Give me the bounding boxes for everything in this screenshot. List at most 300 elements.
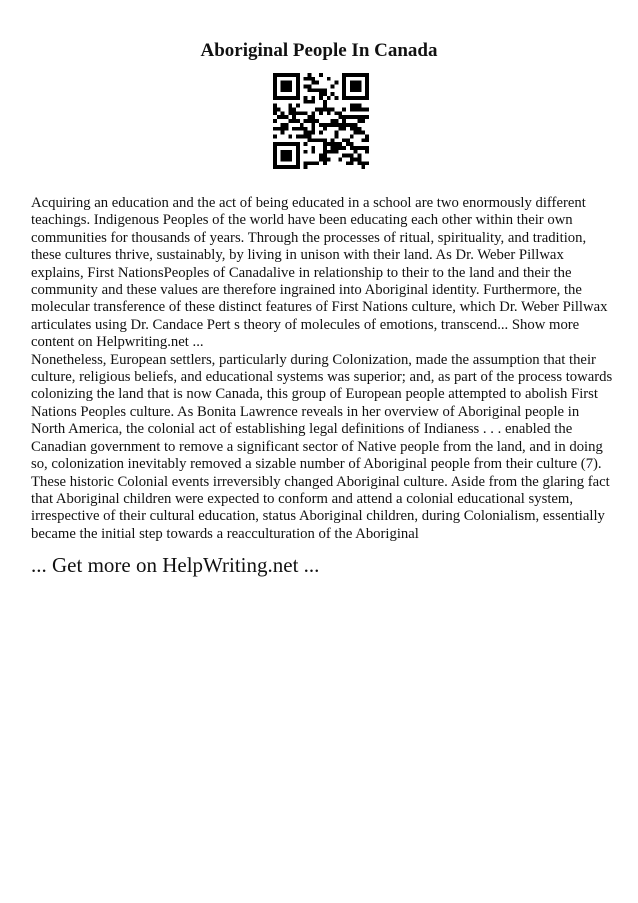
qr-module [354, 115, 358, 119]
qr-module [323, 123, 327, 127]
qr-module [315, 161, 319, 165]
qr-module [273, 92, 277, 96]
qr-module [277, 96, 281, 100]
qr-module [323, 104, 327, 108]
qr-module [300, 134, 304, 138]
qr-module [346, 123, 350, 127]
qr-module [300, 111, 304, 115]
qr-module [354, 88, 358, 92]
qr-module [296, 119, 300, 123]
qr-module [319, 154, 323, 158]
qr-module [304, 127, 308, 131]
qr-module [319, 131, 323, 135]
qr-module [281, 131, 285, 135]
qr-module [354, 81, 358, 85]
qr-module [288, 154, 292, 158]
qr-module [354, 131, 358, 135]
qr-module [281, 157, 285, 161]
qr-module [346, 96, 350, 100]
qr-module [323, 150, 327, 154]
qr-module [338, 111, 342, 115]
qr-module [311, 123, 315, 127]
qr-module [296, 73, 300, 77]
qr-module [323, 161, 327, 165]
qr-module [331, 119, 335, 123]
qr-module [350, 134, 354, 138]
qr-module [319, 138, 323, 142]
qr-module [288, 165, 292, 169]
qr-module [285, 142, 289, 146]
qr-module [285, 115, 289, 119]
qr-module [338, 127, 342, 131]
qr-module [281, 73, 285, 77]
qr-module [315, 81, 319, 85]
qr-module [296, 111, 300, 115]
qr-module [334, 123, 338, 127]
qr-module [350, 157, 354, 161]
qr-module [288, 111, 292, 115]
qr-module [281, 111, 285, 115]
qr-module [311, 119, 315, 123]
qr-module [365, 85, 369, 89]
qr-module [300, 123, 304, 127]
qr-module [357, 88, 361, 92]
qr-module [281, 154, 285, 158]
qr-module [311, 81, 315, 85]
qr-module [288, 88, 292, 92]
qr-module [354, 85, 358, 89]
qr-module [342, 77, 346, 81]
qr-module [288, 73, 292, 77]
qr-module [323, 138, 327, 142]
qr-module [296, 96, 300, 100]
qr-module [357, 81, 361, 85]
qr-module [361, 96, 365, 100]
qr-module [350, 85, 354, 89]
qr-module [342, 127, 346, 131]
qr-module [327, 111, 331, 115]
qr-module [304, 96, 308, 100]
paragraph-1: Acquiring an education and the act of being educated in a school are two enormously different teachings. Indigenous Peoples of the world have been educating each other within their own communities for thousands of years. Through the processes of ritual, spirituality, and tradition, these cultures thrive, sustainably, by living in unison with their land. As Dr. Weber Pillwax explains, First NationsPeoples of Canadalive in relationship to their to the land and their the community and these values are therefore ingrained into Aboriginal identity. Furthermore, the molecular transference of these distinct features of First Nations culture, which Dr. Weber Pillwax articulates using Dr. Candace Pert s theory of molecules of emotions, transcend... Show more content on Helpwriting.net ... [31, 195, 608, 351]
qr-module [288, 157, 292, 161]
qr-module [334, 134, 338, 138]
qr-module [319, 88, 323, 92]
qr-module [281, 96, 285, 100]
qr-module [292, 142, 296, 146]
qr-module [331, 108, 335, 112]
qr-module [365, 73, 369, 77]
qr-module [273, 104, 277, 108]
qr-module [304, 161, 308, 165]
qr-module [281, 88, 285, 92]
qr-module [281, 123, 285, 127]
qr-module [319, 111, 323, 115]
qr-module [357, 146, 361, 150]
qr-module [361, 73, 365, 77]
qr-module [296, 146, 300, 150]
qr-module [350, 161, 354, 165]
qr-module [350, 73, 354, 77]
qr-module [277, 73, 281, 77]
qr-module [311, 138, 315, 142]
qr-module [357, 104, 361, 108]
qr-module [273, 146, 277, 150]
qr-module [354, 150, 358, 154]
qr-module [357, 161, 361, 165]
qr-module [323, 142, 327, 146]
qr-module [354, 127, 358, 131]
qr-module [323, 146, 327, 150]
qr-module [342, 146, 346, 150]
qr-module [350, 146, 354, 150]
qr-module [338, 115, 342, 119]
qr-module [342, 119, 346, 123]
qr-module [308, 77, 312, 81]
qr-module [292, 127, 296, 131]
qr-module [350, 154, 354, 158]
qr-module [273, 111, 277, 115]
qr-module [323, 100, 327, 104]
qr-module [357, 85, 361, 89]
qr-module [365, 81, 369, 85]
qr-module [346, 73, 350, 77]
qr-module [288, 85, 292, 89]
qr-module [285, 96, 289, 100]
qr-module [365, 134, 369, 138]
qr-module [296, 142, 300, 146]
qr-module [334, 142, 338, 146]
qr-module [281, 165, 285, 169]
qr-module [304, 111, 308, 115]
qr-module [304, 150, 308, 154]
qr-module [281, 115, 285, 119]
qr-module [281, 127, 285, 131]
qr-module [288, 142, 292, 146]
qr-module [365, 150, 369, 154]
qr-module [346, 142, 350, 146]
qr-module [292, 108, 296, 112]
qr-module [296, 81, 300, 85]
qr-module [315, 119, 319, 123]
qr-module [350, 88, 354, 92]
qr-module [311, 88, 315, 92]
qr-module [357, 157, 361, 161]
qr-module [273, 81, 277, 85]
document-body [31, 195, 613, 543]
qr-module [327, 123, 331, 127]
qr-module [277, 165, 281, 169]
paragraph-2: Nonetheless, European settlers, particularly during Colonization, made the assumption that their culture, religious beliefs, and educational systems was superior; and, as part of the process towards colonizing the land that is now Canada, this group of European people attempted to abolish First Nations Peoples culture. As Bonita Lawrence reveals in her overview of Aboriginal people in North America, the colonial act of establishing legal definitions of Indianess . . . enabled the Canadian government to remove a significant sector of Native people from the land, and in doing so, colonization inevitably removed a sizable number of Aboriginal people from their culture (7). These historic Colonial events irreversibly changed Aboriginal culture. Aside from the glaring fact that Aboriginal children were expected to conform and attend a colonial educational system, irrespective of their cultural education, status Aboriginal children, during Colonialism, essentially became the initial step towards a reacculturation of the Aboriginal [31, 351, 613, 542]
qr-module [273, 73, 277, 77]
qr-module [315, 138, 319, 142]
qr-module [365, 92, 369, 96]
qr-module [304, 100, 308, 104]
qr-module [338, 157, 342, 161]
qr-module [361, 119, 365, 123]
qr-module [281, 150, 285, 154]
qr-module [285, 157, 289, 161]
qr-module [273, 142, 277, 146]
qr-module [288, 150, 292, 154]
qr-module [308, 73, 312, 77]
qr-module [361, 115, 365, 119]
qr-module [296, 77, 300, 81]
qr-module [365, 138, 369, 142]
qr-module [342, 85, 346, 89]
qr-module [311, 96, 315, 100]
qr-module [281, 85, 285, 89]
qr-module [296, 165, 300, 169]
qr-module [323, 127, 327, 131]
qr-module [296, 150, 300, 154]
qr-module [304, 165, 308, 169]
qr-module [288, 134, 292, 138]
qr-module [273, 134, 277, 138]
qr-module [357, 119, 361, 123]
qr-module [354, 146, 358, 150]
qr-module [323, 92, 327, 96]
qr-module [296, 134, 300, 138]
qr-module [357, 96, 361, 100]
qr-module [292, 165, 296, 169]
qr-module [304, 77, 308, 81]
qr-module [308, 119, 312, 123]
qr-module [323, 108, 327, 112]
qr-module [361, 146, 365, 150]
qr-module [350, 81, 354, 85]
qr-module [327, 77, 331, 81]
qr-module [327, 142, 331, 146]
qr-module [334, 111, 338, 115]
qr-module [296, 157, 300, 161]
qr-module [285, 165, 289, 169]
qr-module [311, 146, 315, 150]
qr-module [346, 154, 350, 158]
qr-module [308, 131, 312, 135]
qr-module [277, 127, 281, 131]
qr-module [273, 165, 277, 169]
qr-module [338, 146, 342, 150]
qr-module [304, 134, 308, 138]
qr-module [273, 108, 277, 112]
qr-module [331, 92, 335, 96]
qr-module [331, 146, 335, 150]
qr-module [350, 123, 354, 127]
qr-module [323, 154, 327, 158]
qr-module [285, 73, 289, 77]
qr-module [354, 157, 358, 161]
qr-module [365, 108, 369, 112]
qr-module [285, 85, 289, 89]
qr-module [285, 81, 289, 85]
qr-module [319, 92, 323, 96]
qr-module [308, 115, 312, 119]
qr-module [342, 73, 346, 77]
qr-module [285, 127, 289, 131]
qr-module [308, 88, 312, 92]
qr-module [334, 131, 338, 135]
qr-module [342, 123, 346, 127]
qr-module [350, 96, 354, 100]
qr-module [281, 142, 285, 146]
qr-module [296, 88, 300, 92]
qr-module [288, 119, 292, 123]
qr-module [285, 123, 289, 127]
qr-module [342, 92, 346, 96]
qr-module [311, 127, 315, 131]
qr-module [357, 127, 361, 131]
qr-module [342, 154, 346, 158]
qr-module [296, 127, 300, 131]
qr-module [334, 81, 338, 85]
qr-module [354, 73, 358, 77]
qr-code-icon [273, 73, 369, 169]
qr-module [354, 108, 358, 112]
get-more-link[interactable]: ... Get more on HelpWriting.net ... [31, 553, 320, 577]
qr-module [357, 131, 361, 135]
qr-module [304, 85, 308, 89]
qr-module [292, 119, 296, 123]
qr-module [273, 119, 277, 123]
qr-module [365, 161, 369, 165]
qr-module [350, 108, 354, 112]
qr-module [357, 115, 361, 119]
qr-module [292, 96, 296, 100]
qr-module [319, 108, 323, 112]
qr-module [350, 104, 354, 108]
qr-module [273, 96, 277, 100]
qr-module [334, 119, 338, 123]
qr-module [361, 161, 365, 165]
qr-module [365, 96, 369, 100]
qr-module [319, 157, 323, 161]
qr-module [296, 154, 300, 158]
qr-module [281, 81, 285, 85]
qr-module [273, 77, 277, 81]
qr-module [311, 100, 315, 104]
qr-module [350, 115, 354, 119]
qr-module [334, 150, 338, 154]
qr-module [331, 138, 335, 142]
qr-module [346, 138, 350, 142]
qr-module [346, 161, 350, 165]
qr-module [296, 161, 300, 165]
qr-module [361, 131, 365, 135]
qr-module [331, 142, 335, 146]
qr-module [308, 161, 312, 165]
qr-module [315, 108, 319, 112]
qr-module [319, 73, 323, 77]
qr-module [319, 96, 323, 100]
qr-module [342, 96, 346, 100]
qr-module [342, 88, 346, 92]
qr-module [357, 108, 361, 112]
qr-module [288, 81, 292, 85]
qr-module [319, 123, 323, 127]
qr-module [357, 154, 361, 158]
qr-module [327, 157, 331, 161]
qr-module [361, 108, 365, 112]
qr-module [311, 161, 315, 165]
document-title: Aboriginal People In Canada [200, 40, 438, 61]
qr-module [296, 104, 300, 108]
qr-module [354, 123, 358, 127]
qr-module [334, 146, 338, 150]
qr-module [304, 119, 308, 123]
qr-module [327, 96, 331, 100]
qr-module [365, 115, 369, 119]
qr-module [304, 131, 308, 135]
qr-module [327, 108, 331, 112]
qr-module [331, 150, 335, 154]
qr-module [327, 150, 331, 154]
qr-module [277, 142, 281, 146]
qr-module [308, 85, 312, 89]
qr-module [365, 146, 369, 150]
qr-module [350, 127, 354, 131]
qr-module [292, 115, 296, 119]
qr-module [300, 127, 304, 131]
qr-module [288, 104, 292, 108]
qr-module [296, 92, 300, 96]
qr-module [273, 161, 277, 165]
qr-module [338, 142, 342, 146]
qr-module [308, 100, 312, 104]
qr-module [311, 115, 315, 119]
qr-module [354, 104, 358, 108]
qr-module [273, 157, 277, 161]
qr-module [285, 154, 289, 158]
qr-module [331, 85, 335, 89]
qr-module [273, 150, 277, 154]
qr-module [365, 88, 369, 92]
qr-module [354, 96, 358, 100]
qr-module [277, 115, 281, 119]
qr-module [292, 73, 296, 77]
qr-module [304, 142, 308, 146]
qr-module [357, 73, 361, 77]
qr-module [273, 85, 277, 89]
qr-module [342, 115, 346, 119]
qr-module [292, 111, 296, 115]
qr-module [338, 123, 342, 127]
qr-module [285, 88, 289, 92]
qr-module [296, 85, 300, 89]
qr-module [308, 138, 312, 142]
qr-module [365, 77, 369, 81]
qr-module [346, 115, 350, 119]
qr-module [334, 96, 338, 100]
qr-module [311, 77, 315, 81]
qr-module [311, 111, 315, 115]
qr-module [308, 134, 312, 138]
qr-module [273, 154, 277, 158]
qr-module [361, 165, 365, 169]
qr-module [323, 157, 327, 161]
qr-module [331, 123, 335, 127]
qr-module [285, 150, 289, 154]
qr-module [323, 88, 327, 92]
qr-module [273, 88, 277, 92]
qr-module [277, 108, 281, 112]
qr-module [342, 81, 346, 85]
qr-module [315, 88, 319, 92]
qr-module [311, 131, 315, 135]
qr-module [288, 108, 292, 112]
qr-module [273, 127, 277, 131]
qr-module [350, 142, 354, 146]
qr-module [342, 138, 346, 142]
